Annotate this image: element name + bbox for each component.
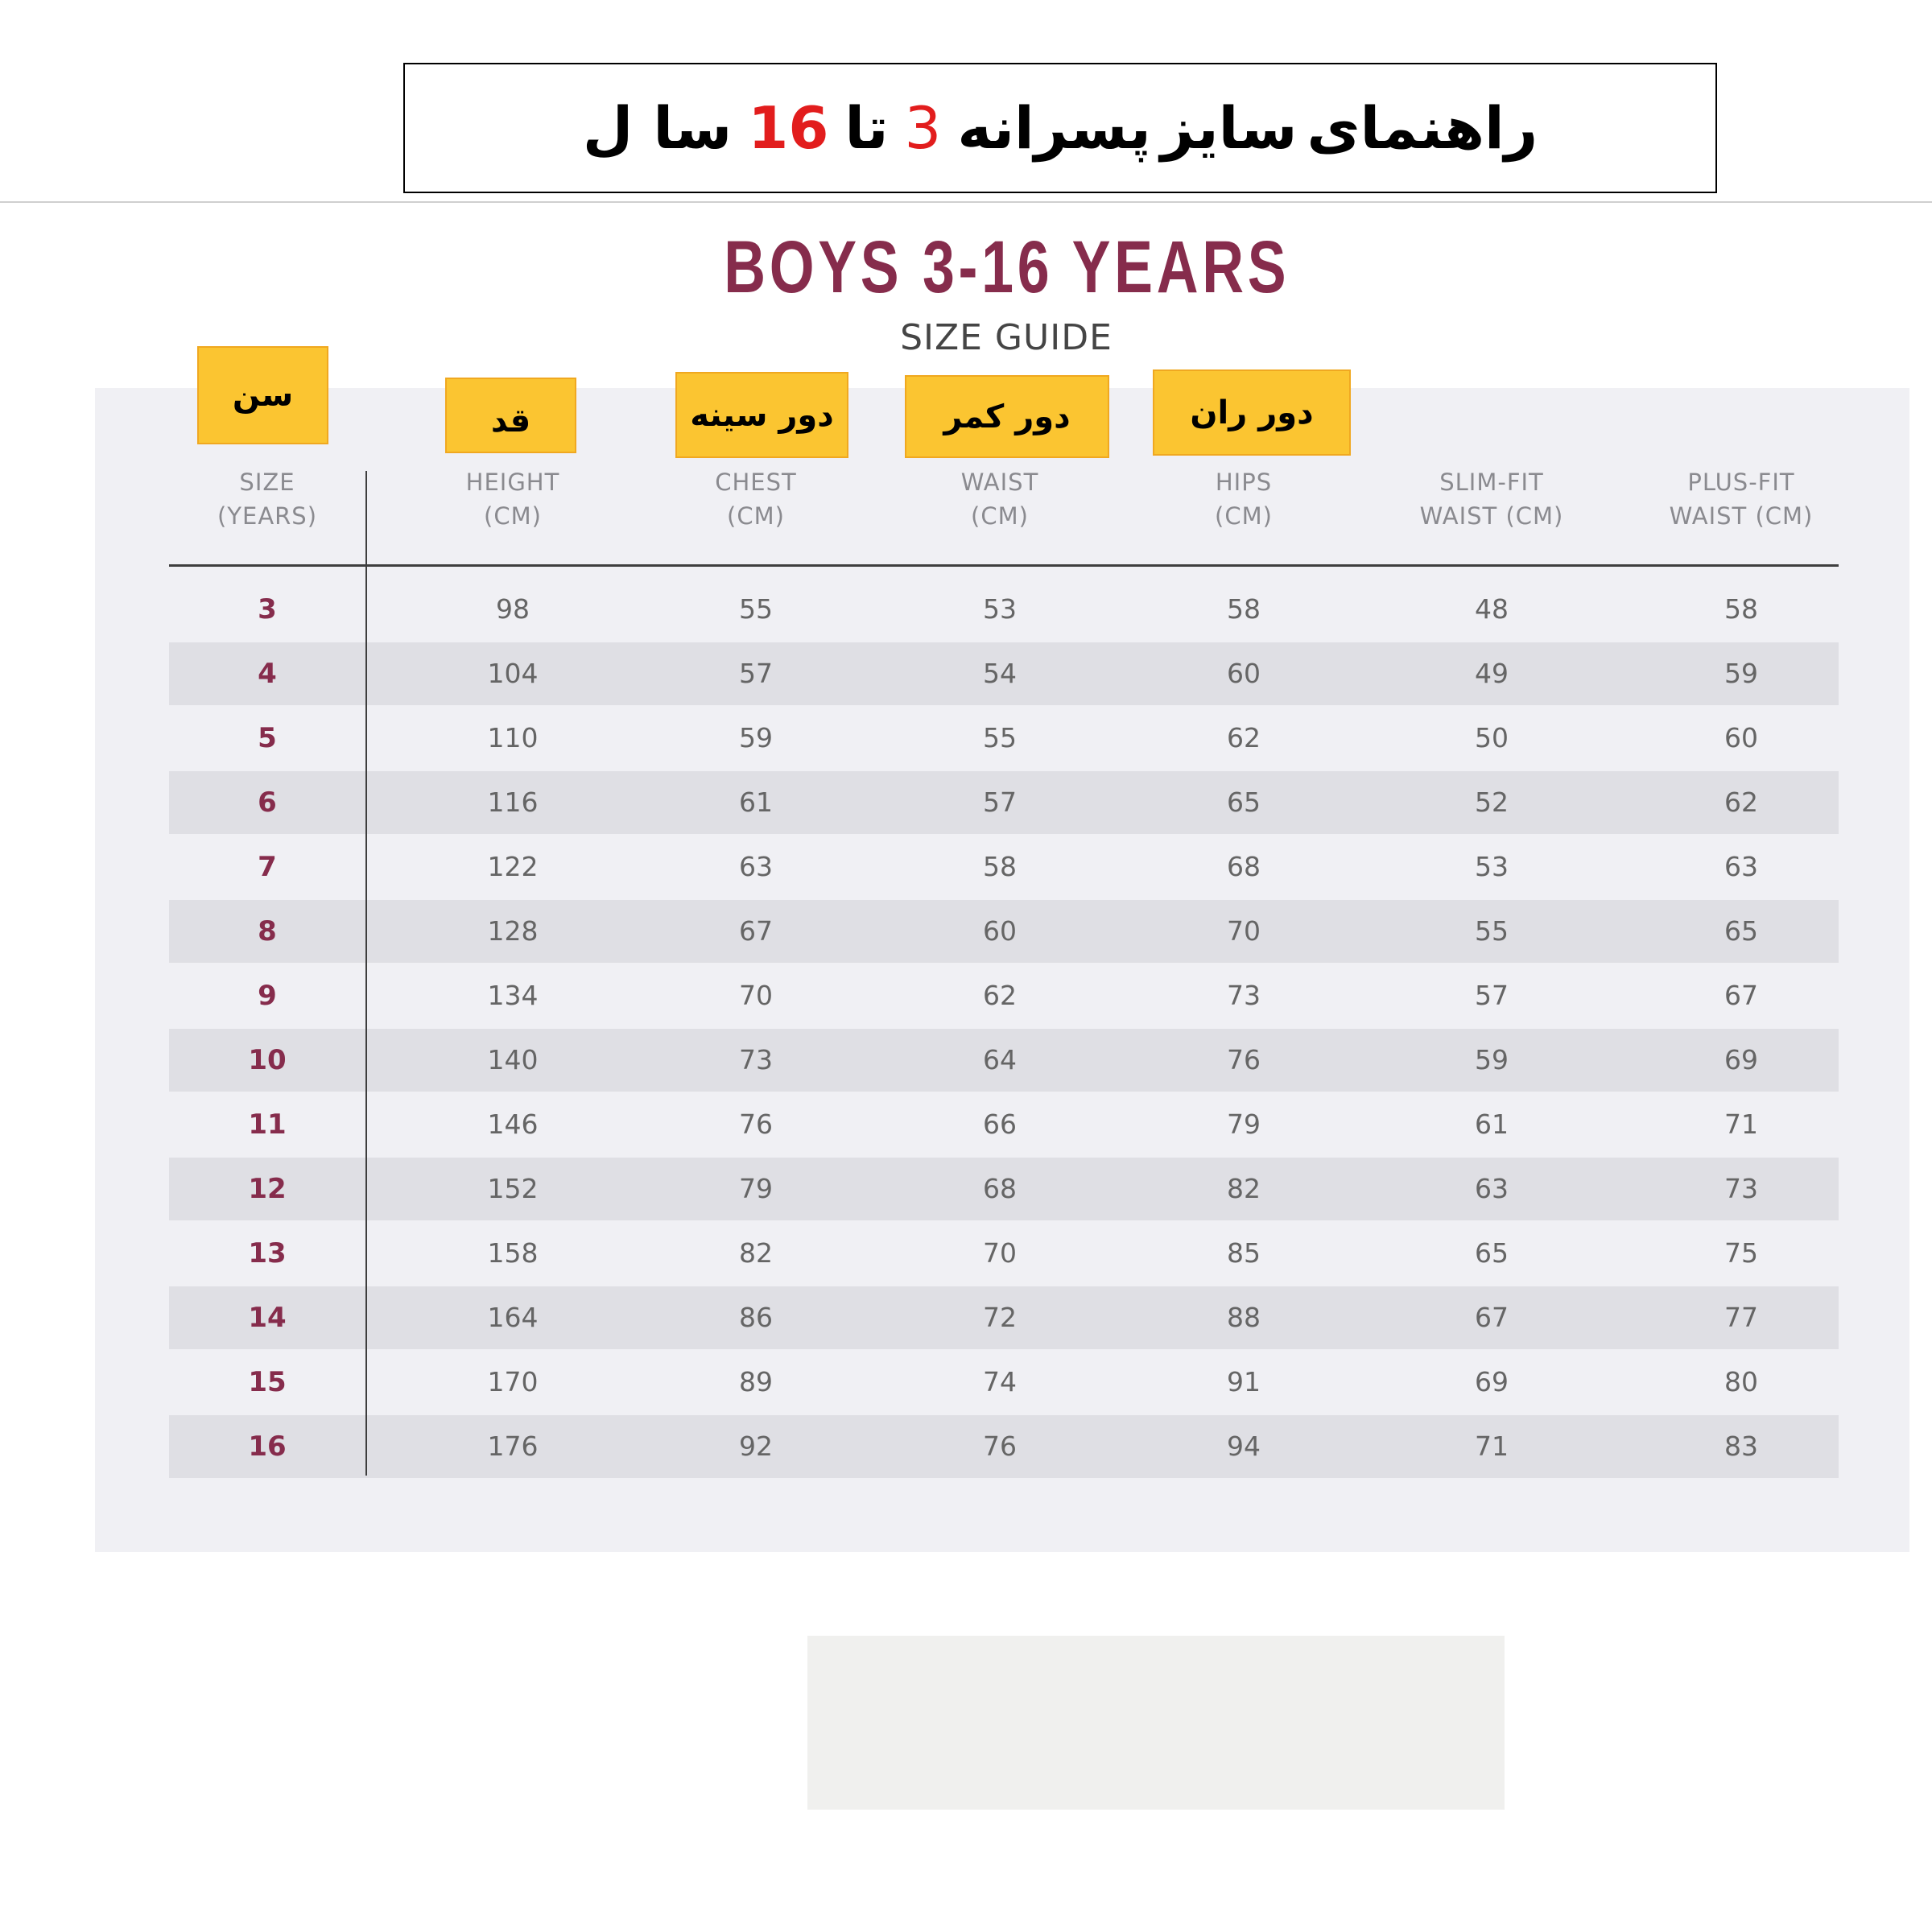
cell-slim-fit-waist: 55 bbox=[1475, 915, 1509, 947]
cell-hips: 82 bbox=[1227, 1173, 1261, 1204]
column-header-waist: WAIST (CM) bbox=[960, 469, 1039, 530]
header-divider bbox=[0, 201, 1932, 203]
cell-size: 8 bbox=[258, 915, 277, 947]
table-row bbox=[169, 1415, 1839, 1478]
column-header-hips: HIPS (CM) bbox=[1215, 469, 1273, 530]
cell-plus-fit-waist: 67 bbox=[1724, 980, 1758, 1011]
cell-size: 9 bbox=[258, 980, 277, 1012]
title-number-from: 3 bbox=[904, 94, 942, 162]
cell-height: 134 bbox=[487, 980, 539, 1011]
cell-plus-fit-waist: 80 bbox=[1724, 1366, 1758, 1397]
cell-waist: 64 bbox=[983, 1044, 1017, 1075]
cell-size: 6 bbox=[258, 786, 277, 819]
cell-chest: 70 bbox=[739, 980, 773, 1011]
cell-hips: 79 bbox=[1227, 1108, 1261, 1140]
cell-chest: 55 bbox=[739, 593, 773, 625]
cell-hips: 73 bbox=[1227, 980, 1261, 1011]
cell-slim-fit-waist: 57 bbox=[1475, 980, 1509, 1011]
size-column-divider bbox=[365, 471, 367, 1476]
cell-height: 158 bbox=[487, 1237, 539, 1269]
cell-slim-fit-waist: 71 bbox=[1475, 1430, 1509, 1462]
cell-size: 14 bbox=[248, 1302, 287, 1334]
tag-age: سن bbox=[197, 346, 328, 444]
cell-size: 5 bbox=[258, 722, 277, 754]
cell-size: 10 bbox=[248, 1044, 287, 1076]
column-header-plus-fit-waist: PLUS-FIT WAIST (CM) bbox=[1669, 469, 1814, 530]
cell-height: 140 bbox=[487, 1044, 539, 1075]
table-row bbox=[169, 900, 1839, 963]
cell-height: 110 bbox=[487, 722, 539, 753]
cell-chest: 82 bbox=[739, 1237, 773, 1269]
cell-size: 15 bbox=[248, 1366, 287, 1398]
cell-size: 13 bbox=[248, 1237, 287, 1269]
title-word-boys: پسرانه bbox=[957, 94, 1151, 162]
cell-hips: 88 bbox=[1227, 1302, 1261, 1333]
cell-height: 128 bbox=[487, 915, 539, 947]
cell-slim-fit-waist: 48 bbox=[1475, 593, 1509, 625]
cell-chest: 67 bbox=[739, 915, 773, 947]
cell-plus-fit-waist: 73 bbox=[1724, 1173, 1758, 1204]
cell-height: 146 bbox=[487, 1108, 539, 1140]
title-number-to: 16 bbox=[748, 94, 829, 162]
cell-plus-fit-waist: 65 bbox=[1724, 915, 1758, 947]
column-header-height: HEIGHT (CM) bbox=[465, 469, 560, 530]
persian-title-box bbox=[403, 63, 1717, 193]
cell-height: 164 bbox=[487, 1302, 539, 1333]
cell-plus-fit-waist: 83 bbox=[1724, 1430, 1758, 1462]
cell-waist: 58 bbox=[983, 851, 1017, 882]
cell-chest: 59 bbox=[739, 722, 773, 753]
cell-slim-fit-waist: 67 bbox=[1475, 1302, 1509, 1333]
cell-slim-fit-waist: 59 bbox=[1475, 1044, 1509, 1075]
cell-size: 3 bbox=[258, 593, 277, 625]
table-row bbox=[169, 707, 1839, 770]
table-row bbox=[169, 1351, 1839, 1414]
cell-plus-fit-waist: 60 bbox=[1724, 722, 1758, 753]
cell-size: 16 bbox=[248, 1430, 287, 1463]
cell-waist: 72 bbox=[983, 1302, 1017, 1333]
header-rule bbox=[169, 564, 1839, 567]
cell-slim-fit-waist: 52 bbox=[1475, 786, 1509, 818]
cell-chest: 73 bbox=[739, 1044, 773, 1075]
cell-chest: 86 bbox=[739, 1302, 773, 1333]
cell-height: 116 bbox=[487, 786, 539, 818]
cell-size: 4 bbox=[258, 658, 277, 690]
table-row bbox=[169, 1286, 1839, 1349]
cell-chest: 92 bbox=[739, 1430, 773, 1462]
cell-plus-fit-waist: 75 bbox=[1724, 1237, 1758, 1269]
cell-chest: 89 bbox=[739, 1366, 773, 1397]
cell-waist: 62 bbox=[983, 980, 1017, 1011]
cell-hips: 85 bbox=[1227, 1237, 1261, 1269]
table-row bbox=[169, 1158, 1839, 1220]
cell-hips: 91 bbox=[1227, 1366, 1261, 1397]
cell-size: 11 bbox=[248, 1108, 287, 1141]
cell-waist: 76 bbox=[983, 1430, 1017, 1462]
cell-waist: 70 bbox=[983, 1237, 1017, 1269]
placeholder-box bbox=[807, 1636, 1505, 1810]
cell-hips: 70 bbox=[1227, 915, 1261, 947]
cell-plus-fit-waist: 62 bbox=[1724, 786, 1758, 818]
cell-slim-fit-waist: 65 bbox=[1475, 1237, 1509, 1269]
column-header-chest: CHEST (CM) bbox=[715, 469, 797, 530]
cell-height: 98 bbox=[496, 593, 530, 625]
cell-plus-fit-waist: 63 bbox=[1724, 851, 1758, 882]
cell-chest: 61 bbox=[739, 786, 773, 818]
cell-plus-fit-waist: 58 bbox=[1724, 593, 1758, 625]
tag-height: قد bbox=[445, 378, 576, 453]
cell-slim-fit-waist: 50 bbox=[1475, 722, 1509, 753]
cell-height: 170 bbox=[487, 1366, 539, 1397]
cell-waist: 68 bbox=[983, 1173, 1017, 1204]
cell-height: 104 bbox=[487, 658, 539, 689]
table-row bbox=[169, 771, 1839, 834]
title-word-guide: راهنمای bbox=[1307, 94, 1538, 162]
cell-hips: 58 bbox=[1227, 593, 1261, 625]
table-row bbox=[169, 964, 1839, 1027]
cell-hips: 65 bbox=[1227, 786, 1261, 818]
chart-subheading: SIZE GUIDE bbox=[900, 317, 1113, 358]
table-row bbox=[169, 1029, 1839, 1092]
tag-waist: دور کمر bbox=[905, 375, 1109, 458]
cell-hips: 62 bbox=[1227, 722, 1261, 753]
cell-waist: 60 bbox=[983, 915, 1017, 947]
cell-waist: 55 bbox=[983, 722, 1017, 753]
cell-chest: 79 bbox=[739, 1173, 773, 1204]
cell-chest: 63 bbox=[739, 851, 773, 882]
cell-hips: 68 bbox=[1227, 851, 1261, 882]
cell-waist: 74 bbox=[983, 1366, 1017, 1397]
table-row bbox=[169, 836, 1839, 898]
tag-hips: دور ران bbox=[1153, 369, 1351, 456]
title-word-years: سا ل bbox=[582, 94, 733, 162]
cell-hips: 76 bbox=[1227, 1044, 1261, 1075]
title-word-to: تا bbox=[844, 94, 889, 162]
cell-hips: 60 bbox=[1227, 658, 1261, 689]
table-row bbox=[169, 578, 1839, 641]
cell-plus-fit-waist: 59 bbox=[1724, 658, 1758, 689]
cell-chest: 76 bbox=[739, 1108, 773, 1140]
table-row bbox=[169, 642, 1839, 705]
cell-height: 122 bbox=[487, 851, 539, 882]
tag-chest: دور سینه bbox=[675, 372, 848, 458]
cell-height: 152 bbox=[487, 1173, 539, 1204]
title-word-size: سایز bbox=[1160, 94, 1298, 162]
cell-height: 176 bbox=[487, 1430, 539, 1462]
cell-plus-fit-waist: 77 bbox=[1724, 1302, 1758, 1333]
cell-waist: 57 bbox=[983, 786, 1017, 818]
table-row bbox=[169, 1093, 1839, 1156]
cell-slim-fit-waist: 53 bbox=[1475, 851, 1509, 882]
cell-hips: 94 bbox=[1227, 1430, 1261, 1462]
cell-chest: 57 bbox=[739, 658, 773, 689]
cell-slim-fit-waist: 49 bbox=[1475, 658, 1509, 689]
table-row bbox=[169, 1222, 1839, 1285]
cell-slim-fit-waist: 69 bbox=[1475, 1366, 1509, 1397]
column-header-size: SIZE (YEARS) bbox=[217, 469, 318, 530]
cell-size: 7 bbox=[258, 851, 277, 883]
column-header-slim-fit-waist: SLIM-FIT WAIST (CM) bbox=[1419, 469, 1564, 530]
cell-plus-fit-waist: 71 bbox=[1724, 1108, 1758, 1140]
cell-waist: 54 bbox=[983, 658, 1017, 689]
cell-waist: 53 bbox=[983, 593, 1017, 625]
cell-plus-fit-waist: 69 bbox=[1724, 1044, 1758, 1075]
cell-slim-fit-waist: 63 bbox=[1475, 1173, 1509, 1204]
cell-size: 12 bbox=[248, 1173, 287, 1205]
chart-heading: BOYS 3-16 YEARS bbox=[724, 226, 1290, 308]
cell-slim-fit-waist: 61 bbox=[1475, 1108, 1509, 1140]
cell-waist: 66 bbox=[983, 1108, 1017, 1140]
